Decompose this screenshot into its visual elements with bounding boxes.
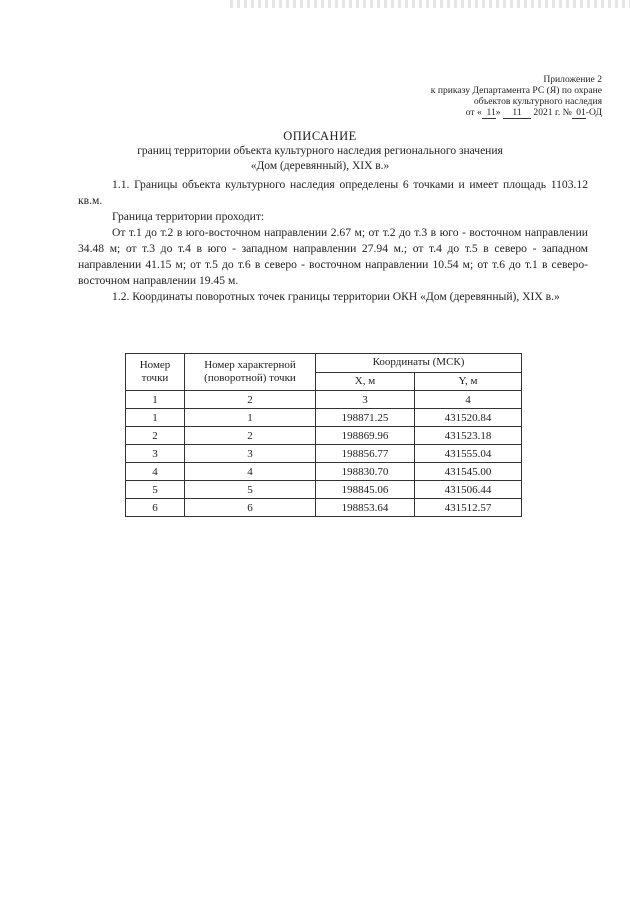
cell-char: 5 — [185, 481, 316, 499]
cell-y: 431523.18 — [415, 427, 522, 445]
col-number: 1 — [126, 391, 185, 409]
order-month: 11 — [503, 107, 531, 119]
cell-x: 198830.70 — [316, 463, 415, 481]
cell-y: 431512.57 — [415, 499, 522, 517]
cell-x: 198856.77 — [316, 445, 415, 463]
paragraph-coords-intro: 1.2. Координаты поворотных точек границы территории ОКН «Дом (деревянный), XIX в.» — [112, 290, 560, 303]
cell-point: 3 — [126, 445, 185, 463]
cell-y: 431545.00 — [415, 463, 522, 481]
table-row — [126, 499, 522, 517]
cell-char: 4 — [185, 463, 316, 481]
paragraph-area: 1.1. Границы объекта культурного наследия определены 6 точками и имеет площадь 1103.12 кв.м. — [78, 178, 588, 207]
table-row — [126, 427, 522, 445]
table-row — [126, 445, 522, 463]
cell-point: 1 — [126, 409, 185, 427]
doc-subtitle: границ территории объекта культурного наследия регионального значения — [137, 145, 503, 157]
appendix-department: объектов культурного наследия — [473, 96, 602, 107]
cell-char: 6 — [185, 499, 316, 517]
cell-y: 431555.04 — [415, 445, 522, 463]
cell-char: 3 — [185, 445, 316, 463]
cell-char: 2 — [185, 427, 316, 445]
cell-point: 6 — [126, 499, 185, 517]
coordinates-table — [125, 353, 522, 517]
doc-title: ОПИСАНИЕ — [283, 129, 357, 143]
table-row — [126, 409, 522, 427]
scan-artifact — [230, 0, 630, 8]
cell-x: 198871.25 — [316, 409, 415, 427]
col-number: 3 — [316, 391, 415, 409]
appendix-date: от « 11» 11 2021 г. № 01-ОД — [465, 107, 602, 118]
object-name: «Дом (деревянный), XIX в.» — [250, 160, 390, 172]
header-y: Y, м — [415, 372, 522, 391]
cell-y: 431506.44 — [415, 481, 522, 499]
table-header-row — [126, 354, 522, 373]
cell-x: 198853.64 — [316, 499, 415, 517]
header-x: X, м — [316, 372, 415, 391]
cell-x: 198845.06 — [316, 481, 415, 499]
order-day: 11 — [482, 107, 496, 119]
cell-point: 4 — [126, 463, 185, 481]
order-number: 01 — [572, 107, 586, 119]
cell-point: 5 — [126, 481, 185, 499]
table-numbering-row — [126, 391, 522, 409]
cell-char: 1 — [185, 409, 316, 427]
appendix-header — [431, 74, 602, 119]
paragraph-boundary-desc: От т.1 до т.2 в юго-восточном направлении 2.67 м; от т.2 до т.3 в юго - восточном направлении 34.48 м; от т.3 до т.4 в юго - западном направлении 27.94 м.; от т.4 до т.5 в северо - западном направлении 41.15 м; от т.5 до т.6 в северо - восточном направлении 10.54 м; от т.6 до т.1 в северо-восточном направлении 19.45 м. — [78, 226, 588, 287]
col-number: 2 — [185, 391, 316, 409]
col-number: 4 — [415, 391, 522, 409]
header-point: Номер точки — [126, 354, 185, 391]
cell-x: 198869.96 — [316, 427, 415, 445]
table-row — [126, 463, 522, 481]
appendix-number: Приложение 2 — [543, 74, 602, 85]
cell-point: 2 — [126, 427, 185, 445]
cell-y: 431520.84 — [415, 409, 522, 427]
paragraph-boundary-intro: Граница территории проходит: — [112, 210, 265, 223]
doc-body — [78, 177, 588, 305]
appendix-order: к приказу Департамента РС (Я) по охране — [430, 85, 602, 96]
header-char-point: Номер характерной (поворотной) точки — [185, 354, 316, 391]
header-coords: Координаты (МСК) — [316, 354, 522, 373]
table-row — [126, 481, 522, 499]
